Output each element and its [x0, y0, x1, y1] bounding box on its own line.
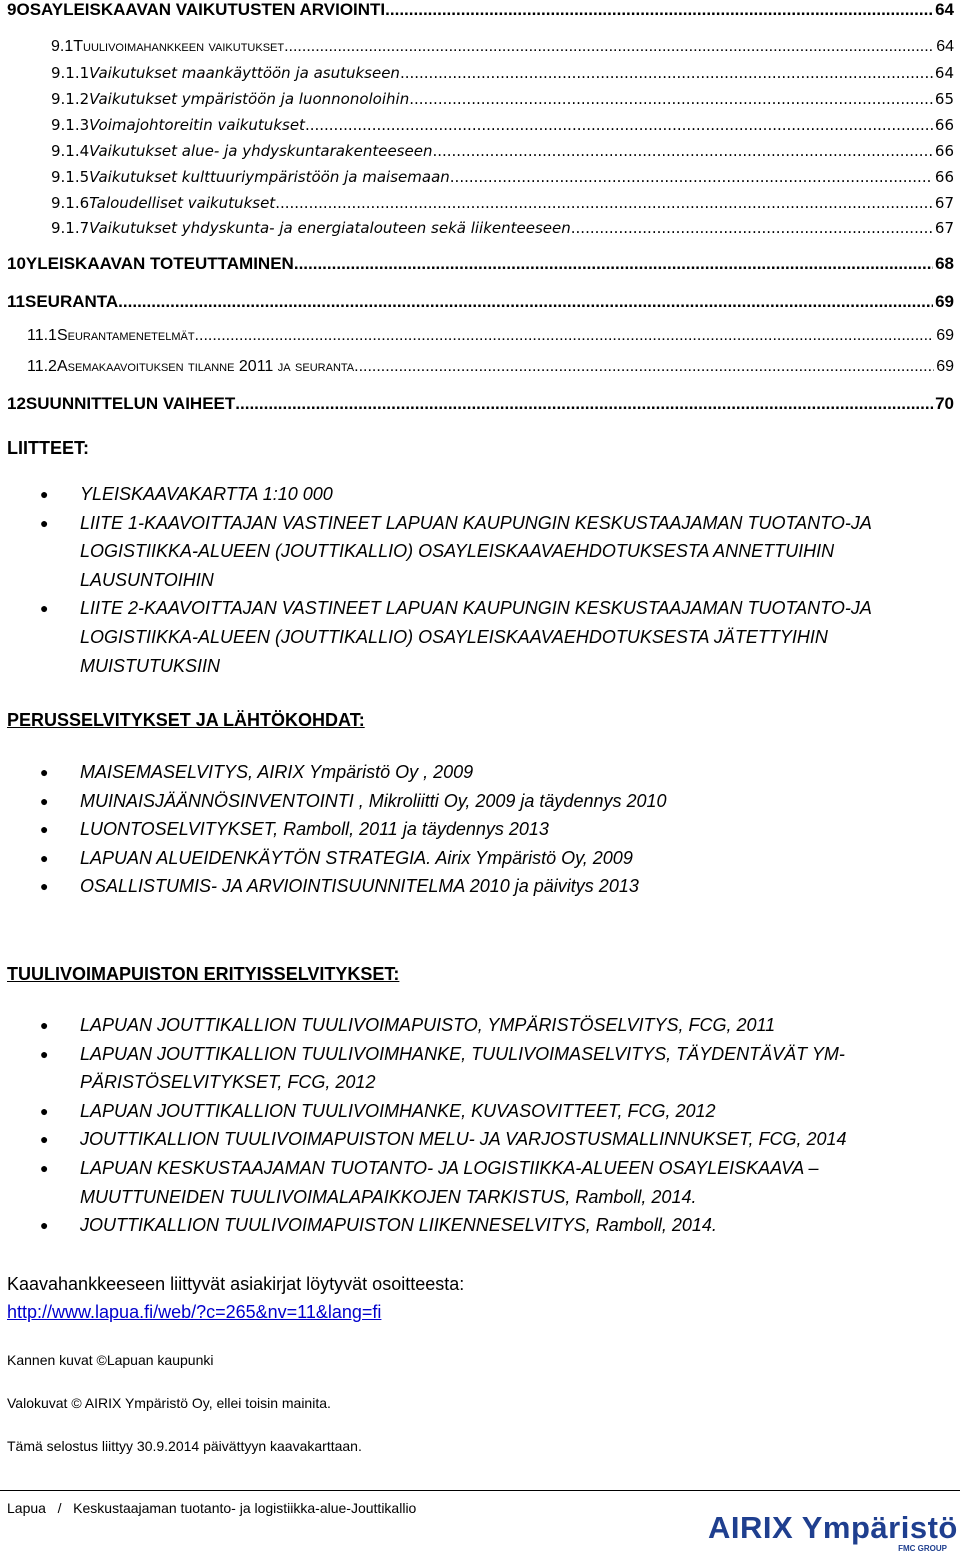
bullet-icon: ●	[40, 764, 49, 780]
toc-number: 12	[7, 394, 26, 413]
cover-credit: Kannen kuvat ©Lapuan kaupunki	[7, 1352, 214, 1368]
toc-leader-dots	[195, 327, 935, 345]
toc-page-number: 67	[934, 194, 954, 212]
list-item	[0, 1154, 945, 1211]
toc-page-number: 68	[935, 254, 954, 273]
list-item	[0, 480, 945, 509]
list-item	[0, 872, 945, 901]
toc-title: OSAYLEISKAAVAN VAIKUTUSTEN ARVIOINTI	[16, 0, 386, 19]
list-item-text: LAPUAN ALUEIDENKÄYTÖN STRATEGIA. Airix Ympäristö Oy, 2009	[80, 847, 633, 868]
toc-title: Vaikutukset kulttuuriympäristöön ja maisemaan	[89, 168, 450, 186]
bullet-icon: ●	[40, 514, 49, 531]
bullet-icon: ●	[40, 1102, 49, 1119]
list-item-text: JOUTTIKALLION TUULIVOIMAPUISTON LIIKENNESELVITYS, Ramboll, 2014.	[80, 1215, 717, 1236]
toc-title: Taloudelliset vaikutukset	[89, 194, 276, 212]
toc-leader-dots	[385, 0, 933, 20]
toc-page-number: 70	[935, 394, 954, 413]
toc-number: 10	[7, 254, 26, 273]
list-item-text: LAPUAN JOUTTIKALLION TUULIVOIMHANKE, TUULIVOIMASELVITYS, TÄYDENTÄVÄT YM-PÄRISTÖSELVITYKSET, FCG, 2012	[80, 1043, 845, 1093]
toc-entry[interactable]	[7, 142, 954, 160]
toc-leader-dots	[235, 394, 933, 414]
toc-page-number: 65	[934, 90, 954, 108]
list-item	[0, 1040, 945, 1097]
toc-number: 11	[7, 292, 25, 311]
map-note: Tämä selostus liittyy 30.9.2014 päivättyyn kaavakarttaan.	[7, 1438, 362, 1454]
toc-number: 11.2	[27, 358, 57, 375]
toc-page-number: 66	[934, 116, 954, 134]
toc-title: Vaikutukset ympäristöön ja luonnonoloihin	[89, 90, 410, 108]
bullet-icon: ●	[40, 486, 49, 502]
list-item	[0, 815, 945, 844]
list-item-text: MAISEMASELVITYS, AIRIX Ympäristö Oy , 2009	[80, 762, 474, 782]
toc-page-number: 69	[936, 358, 954, 375]
toc-title: SEURANTA	[24, 292, 119, 311]
toc-leader-dots	[354, 358, 934, 376]
list-item	[0, 509, 945, 595]
perusselvitykset-heading: PERUSSELVITYKSET JA LÄHTÖKOHDAT:	[7, 710, 365, 730]
toc-entry[interactable]	[7, 358, 954, 376]
toc-page-number: 64	[936, 38, 954, 55]
toc-title: YLEISKAAVAN TOTEUTTAMINEN	[25, 254, 294, 273]
list-item-text: LIITE 2-KAAVOITTAJAN VASTINEET LAPUAN KAUPUNGIN KESKUSTAAJAMAN TUOTANTO-JA LOGISTIIKKA-ALUEEN (JOUTTIKALLIO) OSAYLEISKAAVAEHDOTUKSESTA JÄTETTYIHIN MUISTUTUKSIIN	[80, 598, 872, 676]
toc-entry[interactable]	[7, 292, 954, 312]
bullet-icon: ●	[40, 1045, 49, 1062]
list-item	[0, 1125, 945, 1154]
list-item-text: LIITE 1-KAAVOITTAJAN VASTINEET LAPUAN KAUPUNGIN KESKUSTAAJAMAN TUOTANTO-JA LOGISTIIKKA-ALUEEN (JOUTTIKALLIO) OSAYLEISKAAVAEHDOTUKSESTA ANNETTUIHIN LAUSUNTOIHIN	[80, 512, 872, 590]
toc-leader-dots	[305, 116, 933, 134]
logo-name: AIRIX Ympäristö	[708, 1510, 958, 1545]
toc-page-number: 67	[934, 219, 954, 237]
toc-entry[interactable]	[7, 194, 954, 212]
toc-leader-dots	[409, 90, 933, 108]
tuulivoima-list	[0, 1011, 945, 1240]
toc-page-number: 69	[935, 292, 954, 311]
toc-title: Vaikutukset yhdyskunta- ja energiatalouteen sekä liikenteeseen	[89, 219, 571, 237]
toc-page-number: 64	[934, 64, 954, 82]
bullet-icon: ●	[40, 1217, 49, 1234]
list-item	[0, 1097, 945, 1126]
list-item	[0, 1011, 945, 1040]
bullet-icon: ●	[40, 792, 49, 809]
toc-leader-dots	[571, 219, 933, 237]
list-item-text: YLEISKAAVAKARTTA 1:10 000	[80, 484, 333, 504]
toc-entry[interactable]	[7, 168, 954, 186]
list-item	[0, 594, 945, 680]
list-item-text: JOUTTIKALLION TUULIVOIMAPUISTON MELU- JA VARJOSTUSMALLINNUKSET, FCG, 2014	[80, 1129, 847, 1150]
liitteet-heading: LIITTEET:	[7, 438, 89, 458]
footer-text: Lapua / Keskustaajaman tuotanto- ja logistiikka-alue-Jouttikallio	[7, 1500, 417, 1516]
bullet-icon: ●	[40, 1159, 49, 1176]
bullet-icon: ●	[40, 849, 49, 866]
toc-entry[interactable]	[7, 254, 954, 274]
toc-number: 9.1.5	[51, 168, 90, 186]
toc-leader-dots	[432, 142, 932, 160]
toc-number: 9.1	[51, 38, 74, 55]
toc-title: Tuulivoimahankkeen vaikutukset	[73, 38, 285, 55]
toc-number: 9	[7, 0, 17, 19]
toc-title: Asemakaavoituksen tilanne 2011 ja seuranta	[56, 358, 355, 375]
tuulivoima-heading: TUULIVOIMAPUISTON ERITYISSELVITYKSET:	[7, 964, 400, 984]
toc-title: SUUNNITTELUN VAIHEET	[25, 394, 236, 413]
toc-number: 9.1.4	[51, 142, 90, 160]
list-item-text: LAPUAN JOUTTIKALLION TUULIVOIMAPUISTO, YMPÄRISTÖSELVITYS, FCG, 2011	[80, 1015, 776, 1035]
logo-subtitle: FMC GROUP	[898, 1544, 947, 1553]
toc-number: 11.1	[27, 327, 57, 344]
documents-link[interactable]: http://www.lapua.fi/web/?c=265&nv=11&lang=fi	[7, 1302, 382, 1322]
toc-leader-dots	[284, 38, 934, 56]
documents-text: Kaavahankkeeseen liittyvät asiakirjat löytyvät osoitteesta:	[7, 1274, 465, 1294]
toc-entry[interactable]	[7, 90, 954, 108]
list-item	[0, 787, 945, 816]
toc-number: 9.1.3	[51, 116, 90, 134]
list-item-text: OSALLISTUMIS- JA ARVIOINTISUUNNITELMA 2010 ja päivitys 2013	[80, 876, 639, 897]
toc-title: Vaikutukset maankäyttöön ja asutukseen	[89, 64, 400, 82]
toc-title: Seurantamenetelmät	[56, 327, 195, 344]
list-item-text: MUINAISJÄÄNNÖSINVENTOINTI , Mikroliitti Oy, 2009 ja täydennys 2010	[80, 790, 667, 811]
list-item-text: LUONTOSELVITYKSET, Ramboll, 2011 ja täydennys 2013	[80, 819, 549, 840]
list-item-text: LAPUAN JOUTTIKALLION TUULIVOIMHANKE, KUVASOVITTEET, FCG, 2012	[80, 1100, 716, 1121]
toc-entry[interactable]	[7, 327, 954, 345]
toc-leader-dots	[450, 168, 933, 186]
toc-number: 9.1.6	[51, 194, 90, 212]
list-item	[0, 758, 945, 787]
toc-entry[interactable]	[7, 64, 954, 82]
toc-page-number: 66	[934, 168, 954, 186]
bullet-icon: ●	[40, 1017, 49, 1033]
toc-number: 9.1.7	[51, 219, 90, 237]
toc-page-number: 69	[936, 327, 954, 344]
toc-entry[interactable]	[7, 38, 954, 56]
toc-title: Voimajohtoreitin vaikutukset	[89, 116, 305, 134]
footer-divider	[0, 1490, 960, 1491]
bullet-icon: ●	[40, 821, 49, 838]
airix-logo	[708, 1510, 958, 1556]
liitteet-list	[0, 480, 945, 680]
bullet-icon: ●	[40, 878, 49, 895]
toc-page-number: 66	[934, 142, 954, 160]
bullet-icon: ●	[40, 600, 49, 617]
toc-leader-dots	[400, 64, 933, 82]
list-item	[0, 1211, 945, 1240]
toc-leader-dots	[275, 194, 933, 212]
toc-leader-dots	[118, 292, 933, 312]
list-item	[0, 844, 945, 873]
photo-credit: Valokuvat © AIRIX Ympäristö Oy, ellei toisin mainita.	[7, 1395, 331, 1411]
toc-title: Vaikutukset alue- ja yhdyskuntarakenteeseen	[89, 142, 433, 160]
toc-leader-dots	[294, 254, 933, 274]
toc-number: 9.1.2	[51, 90, 90, 108]
perusselvitykset-list	[0, 758, 945, 901]
toc-number: 9.1.1	[51, 64, 90, 82]
toc-entry[interactable]	[7, 0, 954, 20]
toc-entry[interactable]	[7, 394, 954, 414]
toc-page-number: 64	[935, 0, 954, 19]
list-item-text: LAPUAN KESKUSTAAJAMAN TUOTANTO- JA LOGISTIIKKA-ALUEEN OSAYLEISKAAVA – MUUTTUNEIDEN TUULIVOIMALAPAIKKOJEN TARKISTUS, Ramboll, 2014.	[80, 1157, 819, 1207]
bullet-icon: ●	[40, 1131, 49, 1148]
toc-entry[interactable]	[7, 219, 954, 237]
toc-entry[interactable]	[7, 116, 954, 134]
